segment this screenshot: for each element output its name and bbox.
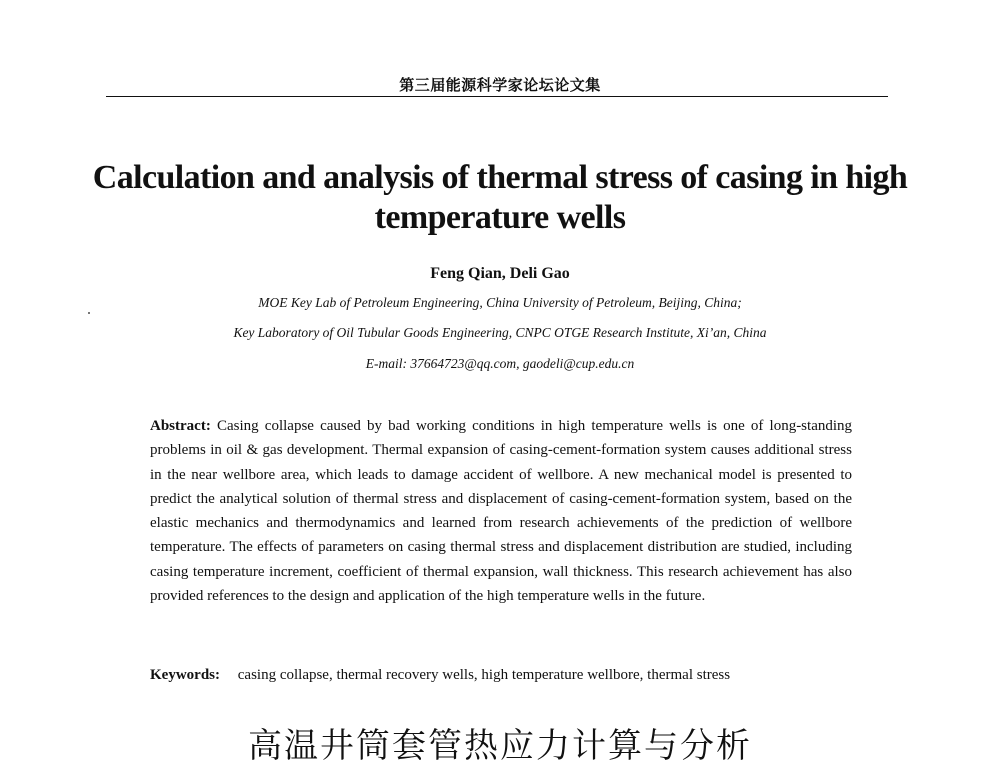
paper-title: Calculation and analysis of thermal stress of casing in high temperature wells <box>92 159 908 236</box>
abstract-text: Casing collapse caused by bad working conditions in high temperature wells is one of long-standing problems in oil & gas development. Thermal expansion of casing-cement-formation system causes additional stress in the near wellbore area, which leads to damage accident of wellbore. A new mechanical model is presented to predict the analytical solution of thermal stress and displacement of casing-cement-formation system, based on the elastic mechanics and thermodynamics and learned from research achievements of the prediction of wellbore temperature. The effects of parameters on casing thermal stress and displacement distribution are studied, including casing temperature increment, coefficient of thermal expansion, wall thickness. This research achievement has also provided references to the design and application of the high temperature wells in the future. <box>150 418 853 605</box>
margin-speck <box>88 312 90 314</box>
affiliation-1: MOE Key Lab of Petroleum Engineering, China University of Petroleum, Beijing, China; <box>258 295 742 310</box>
running-header: 第三届能源科学家论坛论文集 <box>399 76 601 94</box>
keywords-text: casing collapse, thermal recovery wells, high temperature wellbore, thermal stress <box>237 667 731 683</box>
affiliation-2: Key Laboratory of Oil Tubular Goods Engineering, CNPC OTGE Research Institute, Xi’an, China <box>233 325 767 340</box>
abstract-label: Abstract: <box>150 418 211 434</box>
chinese-title: 高温井筒套管热应力计算与分析 <box>248 726 752 766</box>
paper-authors: Feng Qian, Deli Gao <box>430 265 570 282</box>
header-rule <box>106 96 888 97</box>
author-email: E-mail: 37664723@qq.com, gaodeli@cup.edu.cn <box>365 356 635 371</box>
abstract <box>150 414 852 608</box>
keywords <box>150 667 870 684</box>
keywords-label: Keywords: <box>150 667 220 683</box>
